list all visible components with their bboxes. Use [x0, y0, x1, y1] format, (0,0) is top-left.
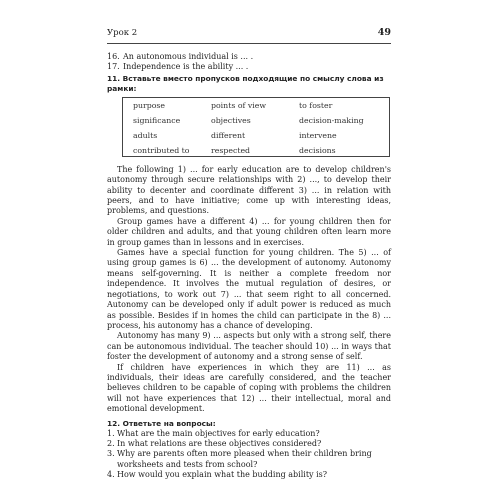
word-cell: decision-making	[299, 115, 364, 125]
word-cell: decisions	[299, 145, 336, 155]
list-item	[107, 470, 391, 480]
header-divider	[107, 43, 391, 44]
word-cell: purpose	[133, 100, 166, 110]
task-12-questions	[107, 429, 391, 481]
paragraph: Group games have a different 4) ... for young children then for older children and adults, and that young children often learn more in group games than in lessons and in exercises.	[107, 216, 391, 247]
item-text: An autonomous individual is ... .	[123, 52, 254, 61]
word-cell: significance	[133, 115, 181, 125]
paragraph: The following 1) ... for early education are to develop children's autonomy through secure relationships with 2) ..., to develop their ability to decenter and coordinate different 3) ... in relation with peers, and to have initiative; come up with interesting ideas, problems, and questions.	[107, 164, 391, 216]
list-item	[107, 449, 391, 470]
item-text: Why are parents often more pleased when their children bring worksheets and tests from school?	[117, 449, 372, 469]
exercise-text	[107, 165, 391, 415]
item-number: 3.	[107, 449, 115, 459]
list-item	[107, 439, 391, 449]
word-cell: respected	[211, 145, 251, 155]
item-number: 16.	[107, 52, 120, 61]
word-cell: adults	[133, 130, 158, 140]
previous-questions	[107, 52, 391, 73]
page-header	[107, 28, 391, 42]
item-text: What are the main objectives for early education?	[117, 428, 320, 438]
word-cell: contributed to	[133, 145, 190, 155]
item-number: 1.	[107, 428, 115, 438]
word-cell: objectives	[211, 115, 251, 125]
word-cell: to foster	[299, 100, 333, 110]
paragraph: Autonomy has many 9) ... aspects but only with a strong self, there can be autonomous individual. The teacher should 10) ... in ways that foster the development of autonomy and a strong sense of self.	[107, 331, 391, 362]
item-number: 4.	[107, 470, 115, 480]
lesson-title: Урок 2	[107, 28, 138, 38]
page-number: 49	[377, 27, 391, 38]
word-cell: points of view	[211, 100, 267, 110]
item-number: 2.	[107, 438, 115, 448]
list-item	[107, 52, 391, 62]
list-item	[107, 62, 391, 72]
word-grid	[133, 101, 385, 161]
task-12-title: 12. Ответьте на вопросы:	[107, 418, 216, 428]
list-item	[107, 429, 391, 439]
item-text: How would you explain what the budding ability is?	[117, 470, 328, 480]
word-cell: intervene	[299, 130, 337, 140]
page-body	[107, 52, 391, 481]
word-cell: different	[211, 130, 246, 140]
paragraph: Games have a special function for young children. The 5) ... of using group games is 6) ... the development of autonomy. Autonomy means self-governing. It is neither a complete freedom nor independence. It involves the mutual regulation of desires, or negotiations, to work out 7) ... that seem right to all concerned. Autonomy can be developed only if adult power is reduced as much as possible. Besides if in homes the child can participate in the 8) ... process, his autonomy has a chance of developing.	[107, 248, 391, 330]
task-11-title: 11. Вставьте вместо пропусков подходящие по смыслу слова из рамки:	[107, 73, 384, 93]
word-box	[122, 97, 390, 157]
item-text: Independence is the ability ... .	[123, 62, 249, 72]
paragraph: If children have experiences in which they are 11) ... as individuals, their ideas are carefully considered, and the teacher believes children to be capable of coping with problems the children will not have experiences that 12) ... their intellectual, moral and emotional development.	[107, 362, 391, 414]
item-number: 17.	[107, 62, 120, 72]
item-text: In what relations are these objectives considered?	[117, 438, 322, 448]
